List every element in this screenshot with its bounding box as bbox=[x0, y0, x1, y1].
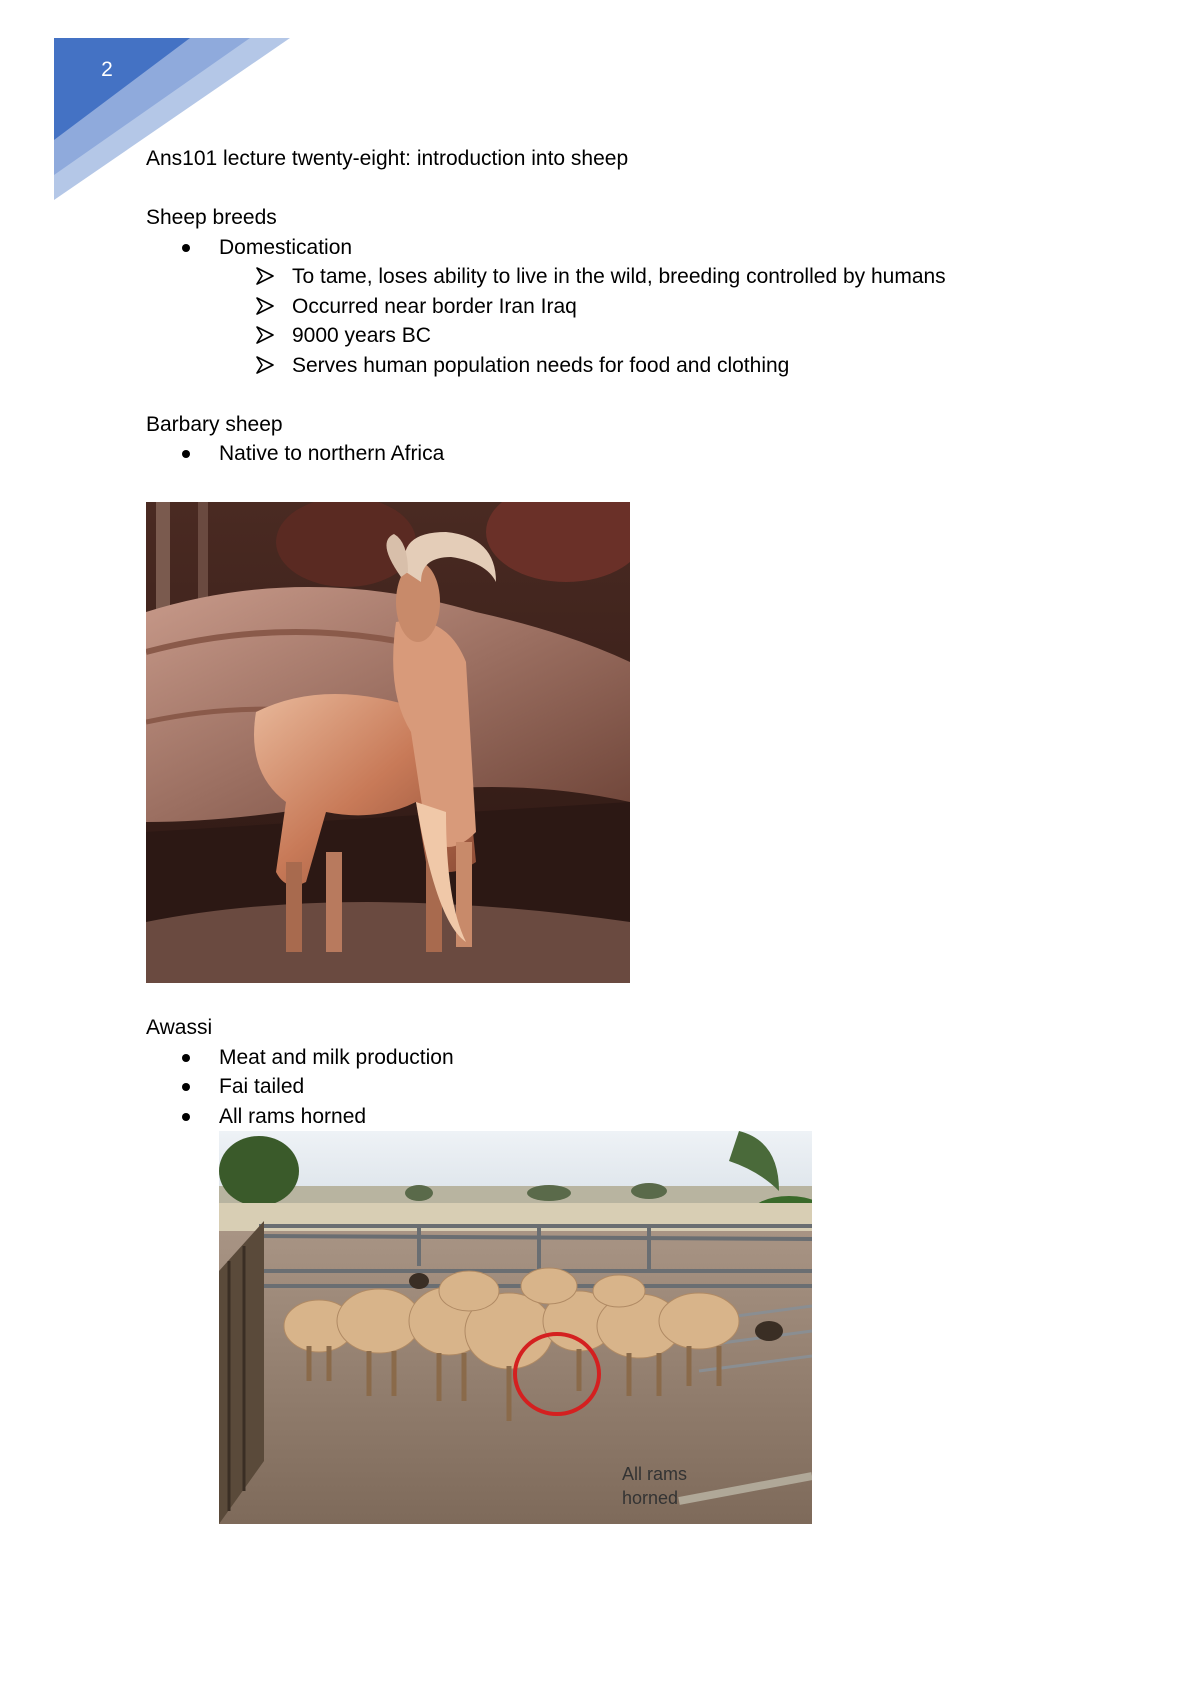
list-item bbox=[146, 1102, 1146, 1132]
awassi-sheep-illustration bbox=[219, 1131, 812, 1524]
arrow-bullet-icon bbox=[256, 326, 274, 344]
list-item bbox=[146, 262, 1146, 292]
photo-caption bbox=[622, 1462, 687, 1510]
caption-line: horned bbox=[621, 1488, 679, 1508]
bullet-text: Domestication bbox=[219, 235, 353, 259]
document-body bbox=[146, 144, 1146, 469]
bullet-text: Meat and milk production bbox=[219, 1045, 454, 1069]
awassi-sheep-photo bbox=[219, 1131, 812, 1524]
bullet-icon bbox=[182, 1054, 190, 1062]
bullet-icon bbox=[182, 1113, 190, 1121]
list-item bbox=[146, 1043, 1146, 1073]
bullet-text: All rams horned bbox=[219, 1104, 367, 1128]
barbary-sheep-illustration bbox=[146, 502, 630, 983]
subpoint-text: Occurred near border Iran Iraq bbox=[292, 294, 577, 318]
page-number: 2 bbox=[101, 58, 113, 81]
bullet-text: Fai tailed bbox=[219, 1075, 305, 1098]
subpoint-text: 9000 years BC bbox=[292, 324, 431, 347]
section-heading-awassi: Awassi bbox=[146, 1016, 213, 1039]
subpoint-text: To tame, loses ability to live in the wild, breeding controlled by humans bbox=[292, 265, 946, 288]
arrow-bullet-icon bbox=[256, 267, 274, 285]
list-item bbox=[146, 321, 1146, 351]
awassi-section bbox=[146, 1013, 1146, 1131]
arrow-bullet-icon bbox=[256, 297, 274, 315]
subpoint-text: Serves human population needs for food and clothing bbox=[292, 353, 790, 377]
barbary-sheep-photo bbox=[146, 502, 630, 983]
arrow-bullet-icon bbox=[256, 356, 274, 374]
bullet-icon bbox=[182, 450, 190, 458]
list-item bbox=[146, 439, 1146, 469]
list-item bbox=[146, 351, 1146, 381]
list-item bbox=[146, 233, 1146, 263]
list-item bbox=[146, 292, 1146, 322]
bullet-text: Native to northern Africa bbox=[219, 442, 445, 465]
bullet-icon bbox=[182, 244, 190, 252]
document-title: Ans101 lecture twenty-eight: introduction into sheep bbox=[146, 147, 629, 170]
section-heading-barbary-sheep: Barbary sheep bbox=[146, 412, 283, 436]
list-item bbox=[146, 1072, 1146, 1102]
caption-line: All rams bbox=[621, 1464, 687, 1484]
bullet-icon bbox=[182, 1083, 190, 1091]
section-heading-sheep-breeds: Sheep breeds bbox=[146, 206, 277, 229]
